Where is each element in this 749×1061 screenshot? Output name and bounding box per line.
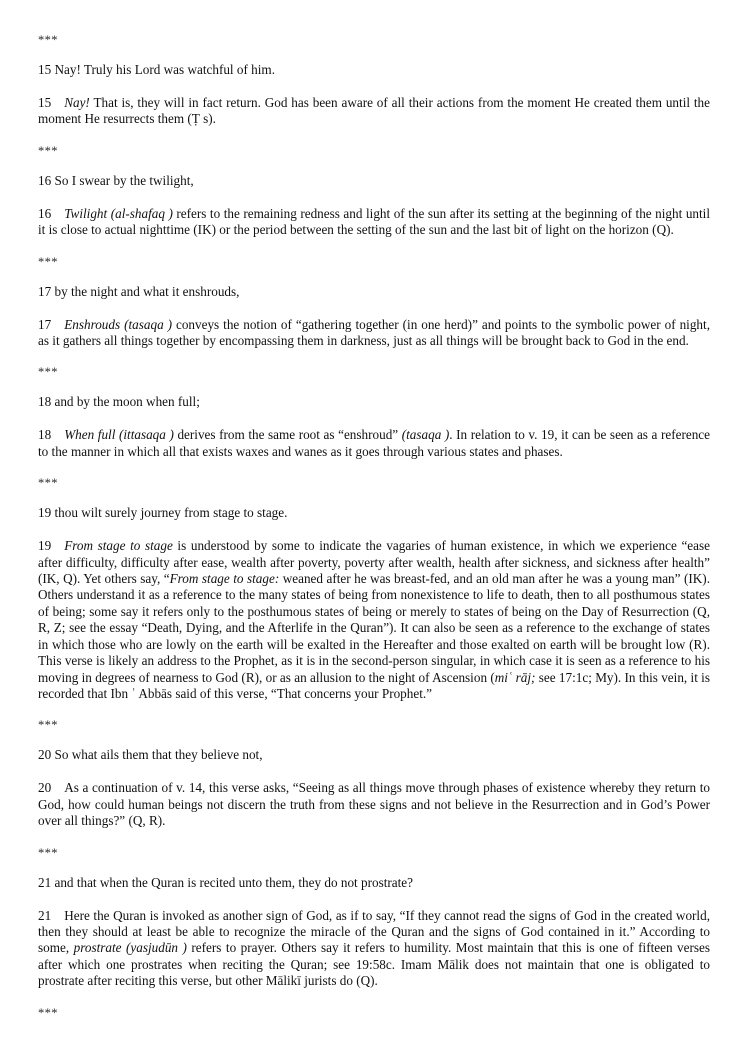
verse-translation-15: 15 Nay! Truly his Lord was watchful of him. xyxy=(38,62,275,77)
commentary-20 xyxy=(38,780,710,829)
commentary-body-20: As a continuation of v. 14, this verse asks, “Seeing as all things move through phases of existence whereby they return to God, how could human beings not discern the truth from these signs and not believe in the Resurrection and in God’s Power over all things?” (Q, R). xyxy=(38,780,710,829)
commentary-body-16: refers to the remaining redness and light of the sun after its setting at the beginning of the night until it is close to actual nighttime (IK) or the period between the setting of the sun and the last bit of light on the horizon (Q). xyxy=(38,205,710,238)
commentary-body-21b: refers to prayer. Others say it refers to humility. Most maintain that this is one of fifteen verses after which one prostrates when reciting the Quran; see 19:58c. Imam Mālik does not maintain that one is obligated to prostrate after reciting this verse, but other Mālikī jurists do (Q). xyxy=(38,940,711,989)
commentary-number-20: 20 xyxy=(38,780,52,796)
commentary-17 xyxy=(38,317,710,350)
verse-translation-18: 18 and by the moon when full; xyxy=(38,394,200,410)
section-divider: *** xyxy=(38,1005,58,1020)
section-divider: *** xyxy=(38,845,58,860)
section-divider: *** xyxy=(38,718,58,733)
commentary-lemma-21: prostrate xyxy=(73,940,122,956)
commentary-transliteration-19: miʿ rāj; xyxy=(494,669,536,685)
commentary-number-17: 17 xyxy=(38,316,52,332)
verse-translation-16: 16 So I swear by the twilight, xyxy=(38,172,194,188)
commentary-body-21a: Here the Quran is invoked as another sign of God, as if to say, “If they cannot read the signs of God in the created world, then they should at least be able to recognize the miracle of the Quran and the signs of God contained in it.” According to some, xyxy=(38,907,710,956)
commentary-transliteration-21: (yasjudūn ) xyxy=(126,940,187,956)
commentary-body-19b: weaned after he was breast-fed, and an old man after he was a young man” (IK). Others understand it as a reference to the many states of being from nonexistence to life to death, then to all posthumous states of being; some say it refers only to the posthumous states of being or merely to states of being on the Day of Resurrection (Q, R, Z; see the essay “Death, Dying, and the Afterlife in the Quran”). It can also be seen as a reference to the exchange of states in which those who are lowly on the earth will be exalted in the Hereafter and those exalted on earth will be brought low (R). This verse is likely an address to the Prophet, as it is in the second-person singular, in which case it is seen as a reference to his moving in degrees of nearness to God (R), or as an allusion to the night of Ascension ( xyxy=(38,571,710,685)
section-divider: *** xyxy=(38,143,58,158)
page-content xyxy=(38,33,710,1020)
section-divider: *** xyxy=(38,365,58,380)
commentary-lemma-18: When full xyxy=(64,427,116,443)
verse-translation-20: 20 So what ails them that they believe not, xyxy=(38,747,263,763)
verse-translation-21: 21 and that when the Quran is recited unto them, they do not prostrate? xyxy=(38,874,414,890)
commentary-lemma-19: From stage to stage xyxy=(64,538,173,554)
commentary-number-18: 18 xyxy=(38,427,52,443)
commentary-body-15: That is, they will in fact return. God has been aware of all their actions from the moment He created them until the moment He resurrects them (Ṭ s). xyxy=(38,95,710,127)
commentary-number-16: 16 xyxy=(38,205,52,221)
commentary-19 xyxy=(38,538,710,702)
commentary-body-18a: derives from the same root as “enshroud” xyxy=(173,427,402,443)
section-divider: *** xyxy=(38,33,58,47)
commentary-body-18b: . In relation to v. 19, it can be seen as a reference to the manner in which all that exists waxes and wanes as it goes through various states and phases. xyxy=(38,427,710,459)
commentary-number-21: 21 xyxy=(38,907,52,923)
commentary-number-19: 19 xyxy=(38,538,52,554)
section-divider: *** xyxy=(38,254,58,269)
commentary-lemma-16: Twilight xyxy=(64,205,108,221)
commentary-15 xyxy=(38,95,710,128)
commentary-transliteration-16: (al-shafaq ) xyxy=(110,205,173,221)
commentary-body-19c: see 17:1c; My). In this vein, it is recorded that Ibn ʿ Abbās said of this verse, “That concerns your Prophet.” xyxy=(38,669,710,701)
commentary-body-19a: is understood by some to indicate the vagaries of human existence, in which we experience “ease after difficulty, difficulty after ease, wealth after poverty, poverty after wealth, health after sickness, and sickness after health” (IK, Q). Yet others say, “ xyxy=(38,538,710,587)
commentary-lemma-19b: From stage to stage: xyxy=(169,571,280,587)
commentary-transliteration-18b: (tasaqa ) xyxy=(401,427,450,443)
commentary-18 xyxy=(38,427,710,460)
commentary-number-15: 15 xyxy=(38,95,52,110)
commentary-transliteration-17: (tasaqa ) xyxy=(124,316,173,332)
section-divider: *** xyxy=(38,476,58,491)
commentary-transliteration-18: (ittasaqa ) xyxy=(118,427,174,443)
verse-translation-17: 17 by the night and what it enshrouds, xyxy=(38,283,240,299)
commentary-body-17: conveys the notion of “gathering together (in one herd)” and points to the symbolic power of night, as it gathers all things together by encompassing them in darkness, just as all things will be brought back to God in the end. xyxy=(38,316,710,349)
commentary-lemma-15: Nay! xyxy=(64,95,90,110)
commentary-lemma-17: Enshrouds xyxy=(64,316,121,332)
verse-translation-19: 19 thou wilt surely journey from stage to stage. xyxy=(38,505,288,521)
commentary-16 xyxy=(38,206,710,239)
commentary-21 xyxy=(38,908,710,990)
